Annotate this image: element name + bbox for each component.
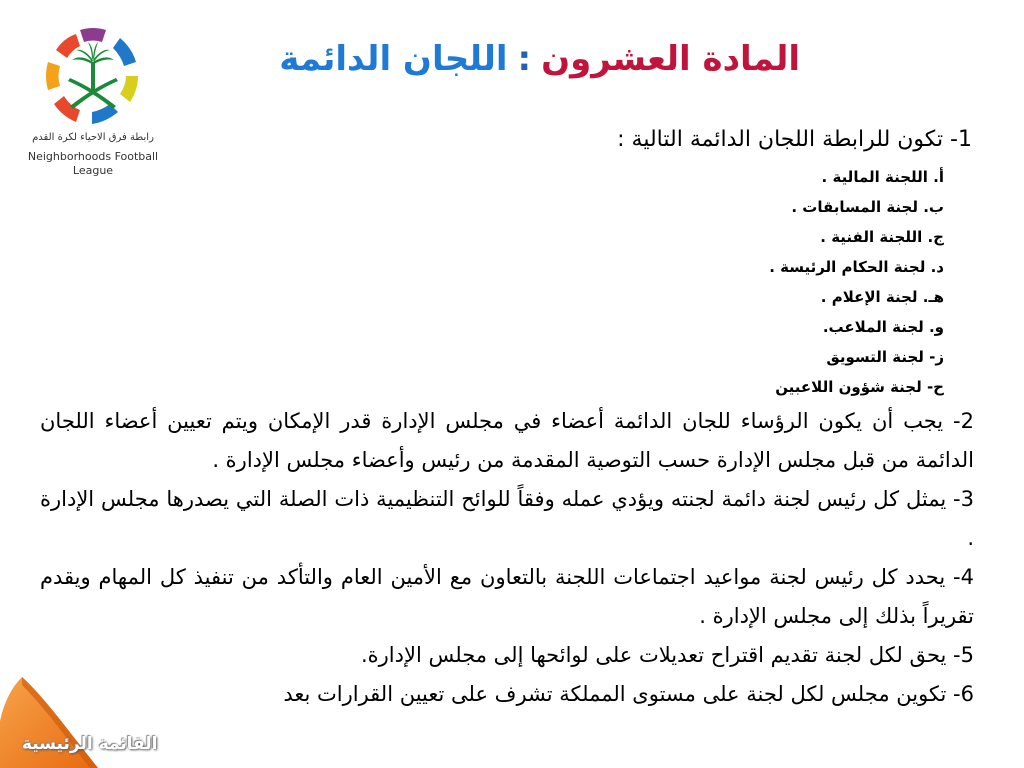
article-content: [40, 118, 974, 714]
main-menu-button[interactable]: [0, 673, 170, 768]
paragraph-3: 3- يمثل كل رئيس لجنة دائمة لجنته ويؤدي عمله وفقاً للوائح التنظيمية ذات الصلة التي يصدرها مجلس الإدارة .: [40, 487, 974, 550]
list-item: د. لجنة الحكام الرئيسة .: [769, 258, 944, 276]
list-item: ب. لجنة المسابقات .: [791, 198, 944, 216]
committees-list: [40, 162, 974, 402]
paragraph-2: 2- يجب أن يكون الرؤساء للجان الدائمة أعضاء في مجلس الإدارة قدر الإمكان ويتم تعيين أعضاء اللجان الدائمة من قبل مجلس الإدارة حسب التوصية المقدمة من رئيس وأعضاء مجلس الإدارة .: [40, 409, 974, 472]
title-separator: :: [517, 39, 532, 79]
main-menu-label: القائمة الرئيسية: [22, 734, 158, 754]
logo-arabic-text: رابطة فرق الاحياء لكرة القدم: [32, 132, 154, 143]
league-emblem-icon: [40, 28, 146, 128]
title-article: المادة العشرون: [541, 39, 800, 79]
logo-english-text: Neighborhoods Football League: [27, 150, 159, 177]
title-topic: اللجان الدائمة: [279, 39, 508, 79]
list-item: أ. اللجنة المالية .: [821, 168, 944, 186]
list-item: ج. اللجنة الفنية .: [820, 228, 944, 246]
list-item: و. لجنة الملاعب.: [822, 318, 944, 336]
page-title: [180, 34, 800, 84]
list-item: ح- لجنة شؤون اللاعبين: [775, 378, 944, 396]
list-item: ز- لجنة التسويق: [826, 348, 944, 366]
paragraph-4: 4- يحدد كل رئيس لجنة مواعيد اجتماعات اللجنة بالتعاون مع الأمين العام والتأكد من تنفيذ كل المهام ويقدم تقريراً بذلك إلى مجلس الإدارة .: [40, 565, 974, 628]
paragraph-6: 6- تكوين مجلس لكل لجنة على مستوى المملكة تشرف على تعيين القرارات بعد: [283, 682, 974, 706]
list-item: هـ. لجنة الإعلام .: [820, 288, 944, 306]
article-intro: 1- تكون للرابطة اللجان الدائمة التالية :: [617, 127, 972, 152]
paragraph-5: 5- يحق لكل لجنة تقديم اقتراح تعديلات على لوائحها إلى مجلس الإدارة.: [360, 643, 974, 667]
